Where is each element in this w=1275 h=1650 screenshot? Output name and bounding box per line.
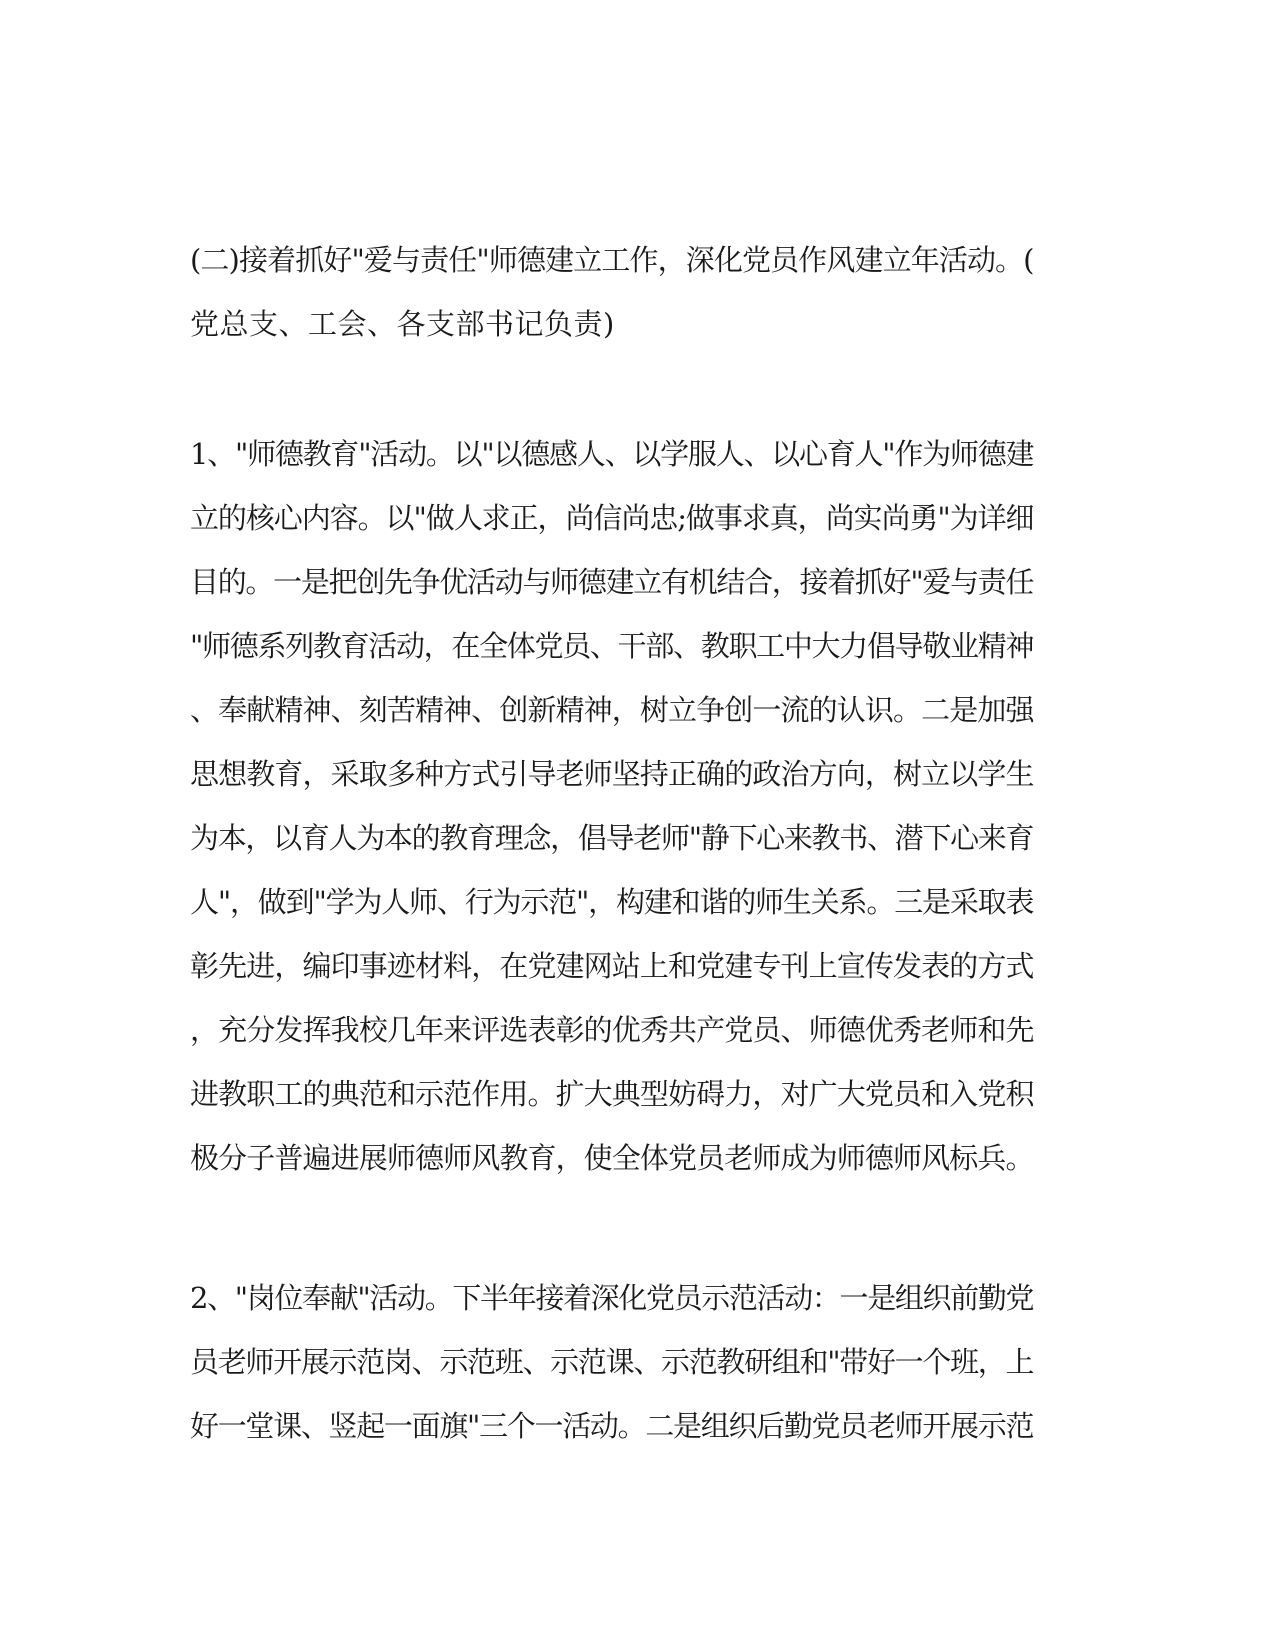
text-line: 好一堂课、竖起一面旗"三个一活动。二是组织后勤党员老师开展示范	[190, 1409, 1034, 1443]
text-line: (二)接着抓好"爱与责任"师德建立工作，深化党员作风建立年活动。(	[190, 243, 1034, 277]
text-line: 2、"岗位奉献"活动。下半年接着深化党员示范活动：一是组织前勤党	[190, 1281, 1034, 1315]
text-line: 立的核心内容。以"做人求正，尚信尚忠;做事求真，尚实尚勇"为详细	[190, 501, 1034, 535]
text-line: 党总支、工会、各支部书记负责)	[190, 307, 615, 341]
paragraph-post-dedication	[190, 1266, 1090, 1458]
text-line: 进教职工的典范和示范作用。扩大典型妨碍力，对广大党员和入党积	[190, 1077, 1034, 1111]
text-line: 1、"师德教育"活动。以"以德感人、以学服人、以心育人"作为师德建	[190, 437, 1034, 471]
text-line: 员老师开展示范岗、示范班、示范课、示范教研组和"带好一个班，上	[190, 1345, 1034, 1379]
text-line: 为本，以育人为本的教育理念，倡导老师"静下心来教书、潜下心来育	[190, 821, 1034, 855]
text-line: 目的。一是把创先争优活动与师德建立有机结合，接着抓好"爱与责任	[190, 565, 1034, 599]
text-line: 、奉献精神、刻苦精神、创新精神，树立争创一流的认识。二是加强	[190, 693, 1034, 727]
paragraph-teacher-ethics-education	[190, 422, 1090, 1190]
text-line: 思想教育，采取多种方式引导老师坚持正确的政治方向，树立以学生	[190, 757, 1034, 791]
paragraph-section-heading	[190, 228, 1090, 356]
text-line: "师德系列教育活动，在全体党员、干部、教职工中大力倡导敬业精神	[190, 629, 1034, 663]
text-line: ，充分发挥我校几年来评选表彰的优秀共产党员、师德优秀老师和先	[190, 1013, 1034, 1047]
text-line: 人"，做到"学为人师、行为示范"，构建和谐的师生关系。三是采取表	[190, 885, 1034, 919]
text-line: 极分子普遍进展师德师风教育，使全体党员老师成为师德师风标兵。	[190, 1141, 1034, 1175]
text-line: 彰先进，编印事迹材料，在党建网站上和党建专刊上宣传发表的方式	[190, 949, 1034, 983]
